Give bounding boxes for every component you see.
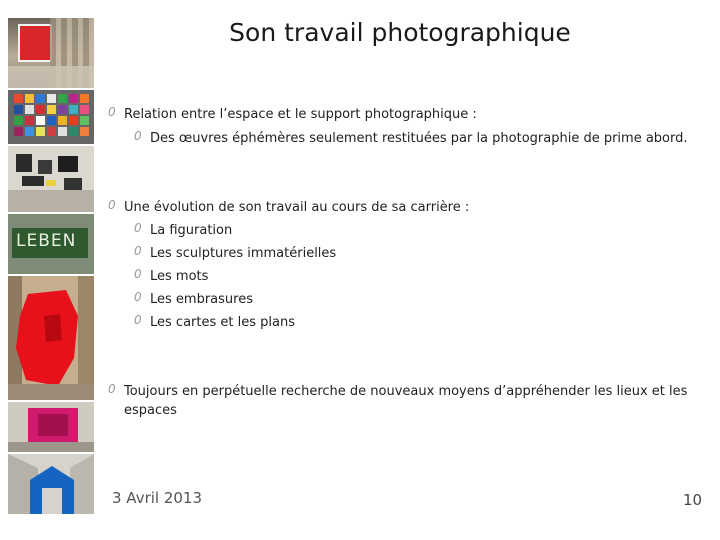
bullet-marker: 0 [108, 105, 116, 119]
sub-bullet-item [134, 244, 336, 263]
color-grid-photo [8, 90, 94, 144]
magenta-room-photo [8, 402, 94, 452]
footer-date: 3 Avril 2013 [112, 489, 203, 507]
page-number: 10 [683, 491, 703, 509]
bullet-item [108, 105, 477, 124]
sidebar-photo-strip [8, 18, 94, 514]
sub-bullet-item [134, 313, 295, 332]
bullet-text: La figuration [150, 223, 233, 238]
bullet-text: Les mots [150, 269, 209, 284]
bullet-marker: 0 [108, 382, 116, 396]
bullet-marker: 0 [134, 221, 142, 235]
leben-photo [8, 214, 94, 274]
bullet-marker: 0 [134, 129, 142, 143]
bullet-text: Une évolution de son travail au cours de sa carrière : [124, 200, 470, 215]
bullet-marker: 0 [134, 244, 142, 258]
bullet-text: espaces [124, 403, 177, 418]
bullet-text: Toujours en perpétuelle recherche de nouveaux moyens d’appréhender les lieux et les [124, 384, 688, 399]
bullet-text: Des œuvres éphémères seulement restituées par la photographie de prime abord. [150, 131, 688, 146]
gallery-photo [8, 18, 94, 88]
bullet-marker: 0 [134, 313, 142, 327]
bullet-item [108, 198, 469, 217]
slide-title: Son travail photographique [229, 18, 571, 47]
sub-bullet-item [134, 129, 688, 148]
blue-arch-photo [8, 454, 94, 514]
bullet-marker: 0 [134, 267, 142, 281]
sidebar-word: LEBEN [16, 231, 77, 251]
sub-bullet-item [134, 290, 253, 309]
bullet-text: Relation entre l’espace et le support photographique : [124, 107, 477, 122]
bullet-continuation [124, 401, 177, 420]
bullet-text: Les embrasures [150, 292, 253, 307]
sub-bullet-item [134, 267, 208, 286]
bullet-marker: 0 [108, 198, 116, 212]
red-sculpture-photo [8, 276, 94, 400]
bullet-text: Les cartes et les plans [150, 315, 295, 330]
room-photo [8, 146, 94, 212]
bullet-text: Les sculptures immatérielles [150, 246, 337, 261]
bullet-marker: 0 [134, 290, 142, 304]
bullet-item [108, 382, 687, 401]
sub-bullet-item [134, 221, 232, 240]
